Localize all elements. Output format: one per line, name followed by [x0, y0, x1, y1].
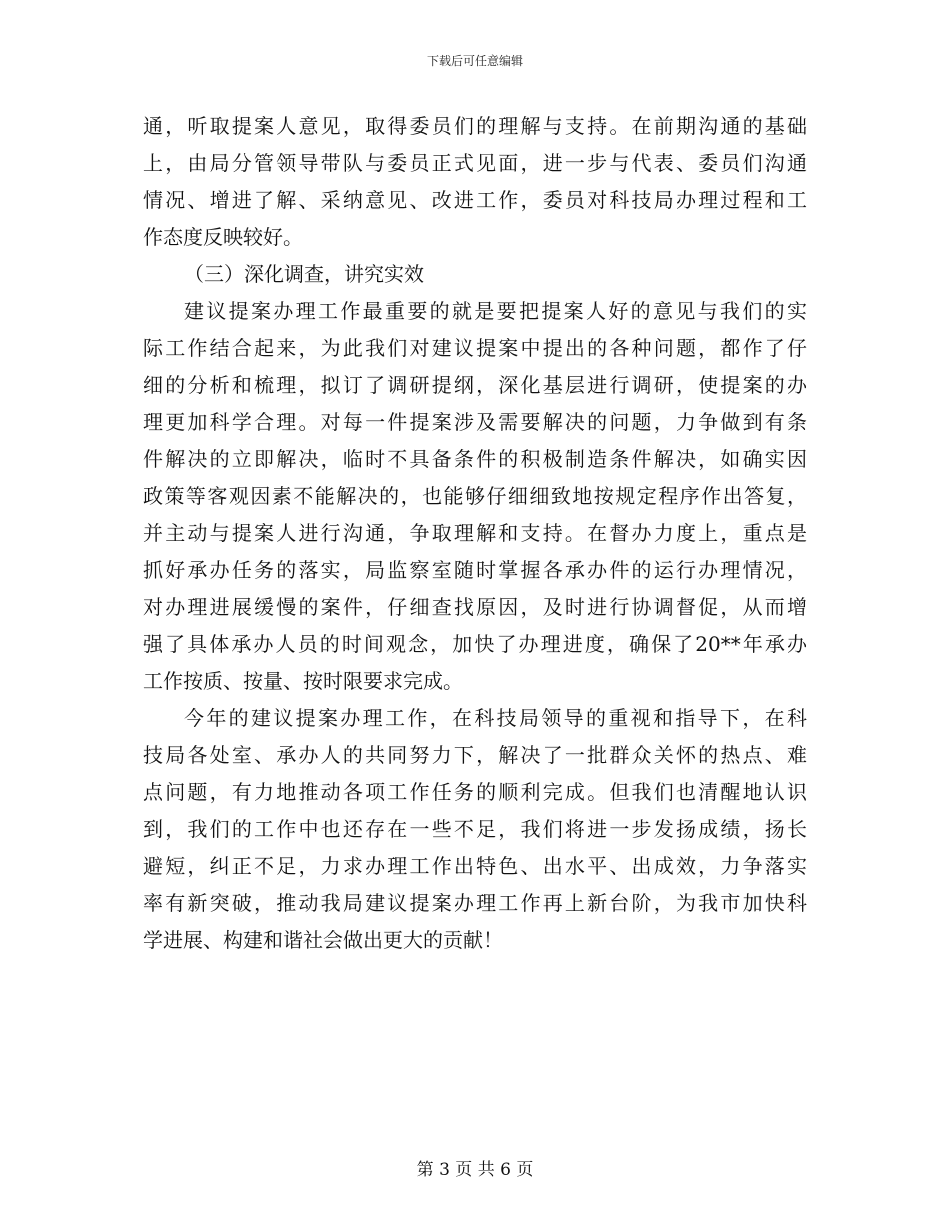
paragraph [143, 700, 807, 959]
text-line: 并主动与提案人进行沟通，争取理解和支持。在督办力度上，重点是 [143, 521, 807, 545]
text-line: 细的分析和梳理，拟订了调研提纲，深化基层进行调研，使提案的办 [143, 373, 807, 397]
page-header-note: 下载后可任意编辑 [426, 54, 523, 68]
text-line: 理更加科学合理。对每一件提案涉及需要解决的问题，力争做到有条 [143, 410, 807, 434]
text-line: 建议提案办理工作最重要的就是要把提案人好的意见与我们的实 [184, 299, 807, 323]
text-line: 际工作结合起来，为此我们对建议提案中提出的各种问题，都作了仔 [143, 336, 807, 360]
section-heading: （三）深化调查，讲究实效 [184, 262, 424, 286]
text-line: 情况、增进了解、采纳意见、改进工作，委员对科技局办理过程和工 [143, 188, 807, 212]
text-line: 学进展、构建和谐社会做出更大的贡献！ [143, 928, 503, 952]
text-line: 上，由局分管领导带队与委员正式见面，进一步与代表、委员们沟通 [143, 151, 807, 175]
text-line: 避短，纠正不足，力求办理工作出特色、出水平、出成效，力争落实 [143, 854, 807, 878]
text-line: 率有新突破，推动我局建议提案办理工作再上新台阶，为我市加快科 [143, 891, 807, 915]
text-line: 抓好承办任务的落实，局监察室随时掌握各承办件的运行办理情况， [143, 558, 807, 582]
text-line: 政策等客观因素不能解决的，也能够仔细细致地按规定程序作出答复， [143, 484, 807, 508]
paragraph [143, 293, 807, 700]
text-line: 到，我们的工作中也还存在一些不足，我们将进一步发扬成绩，扬长 [143, 817, 807, 841]
paragraph-continuation [143, 108, 807, 256]
document-body [143, 108, 807, 959]
page-number: 第 3 页 共 6 页 [416, 1160, 534, 1180]
text-line: 对办理进展缓慢的案件，仔细查找原因，及时进行协调督促，从而增 [143, 595, 807, 619]
text-line: 今年的建议提案办理工作，在科技局领导的重视和指导下，在科 [184, 706, 807, 730]
text-line: 通，听取提案人意见，取得委员们的理解与支持。在前期沟通的基础 [143, 114, 807, 138]
text-line: 技局各处室、承办人的共同努力下，解决了一批群众关怀的热点、难 [143, 743, 807, 767]
text-line: 工作按质、按量、按时限要求完成。 [143, 669, 463, 693]
text-line: 强了具体承办人员的时间观念，加快了办理进度，确保了20**年承办 [143, 632, 807, 656]
text-line: 点问题，有力地推动各项工作任务的顺利完成。但我们也清醒地认识 [143, 780, 807, 804]
text-line: 作态度反映较好。 [143, 225, 303, 249]
text-line: 件解决的立即解决，临时不具备条件的积极制造条件解决，如确实因 [143, 447, 807, 471]
